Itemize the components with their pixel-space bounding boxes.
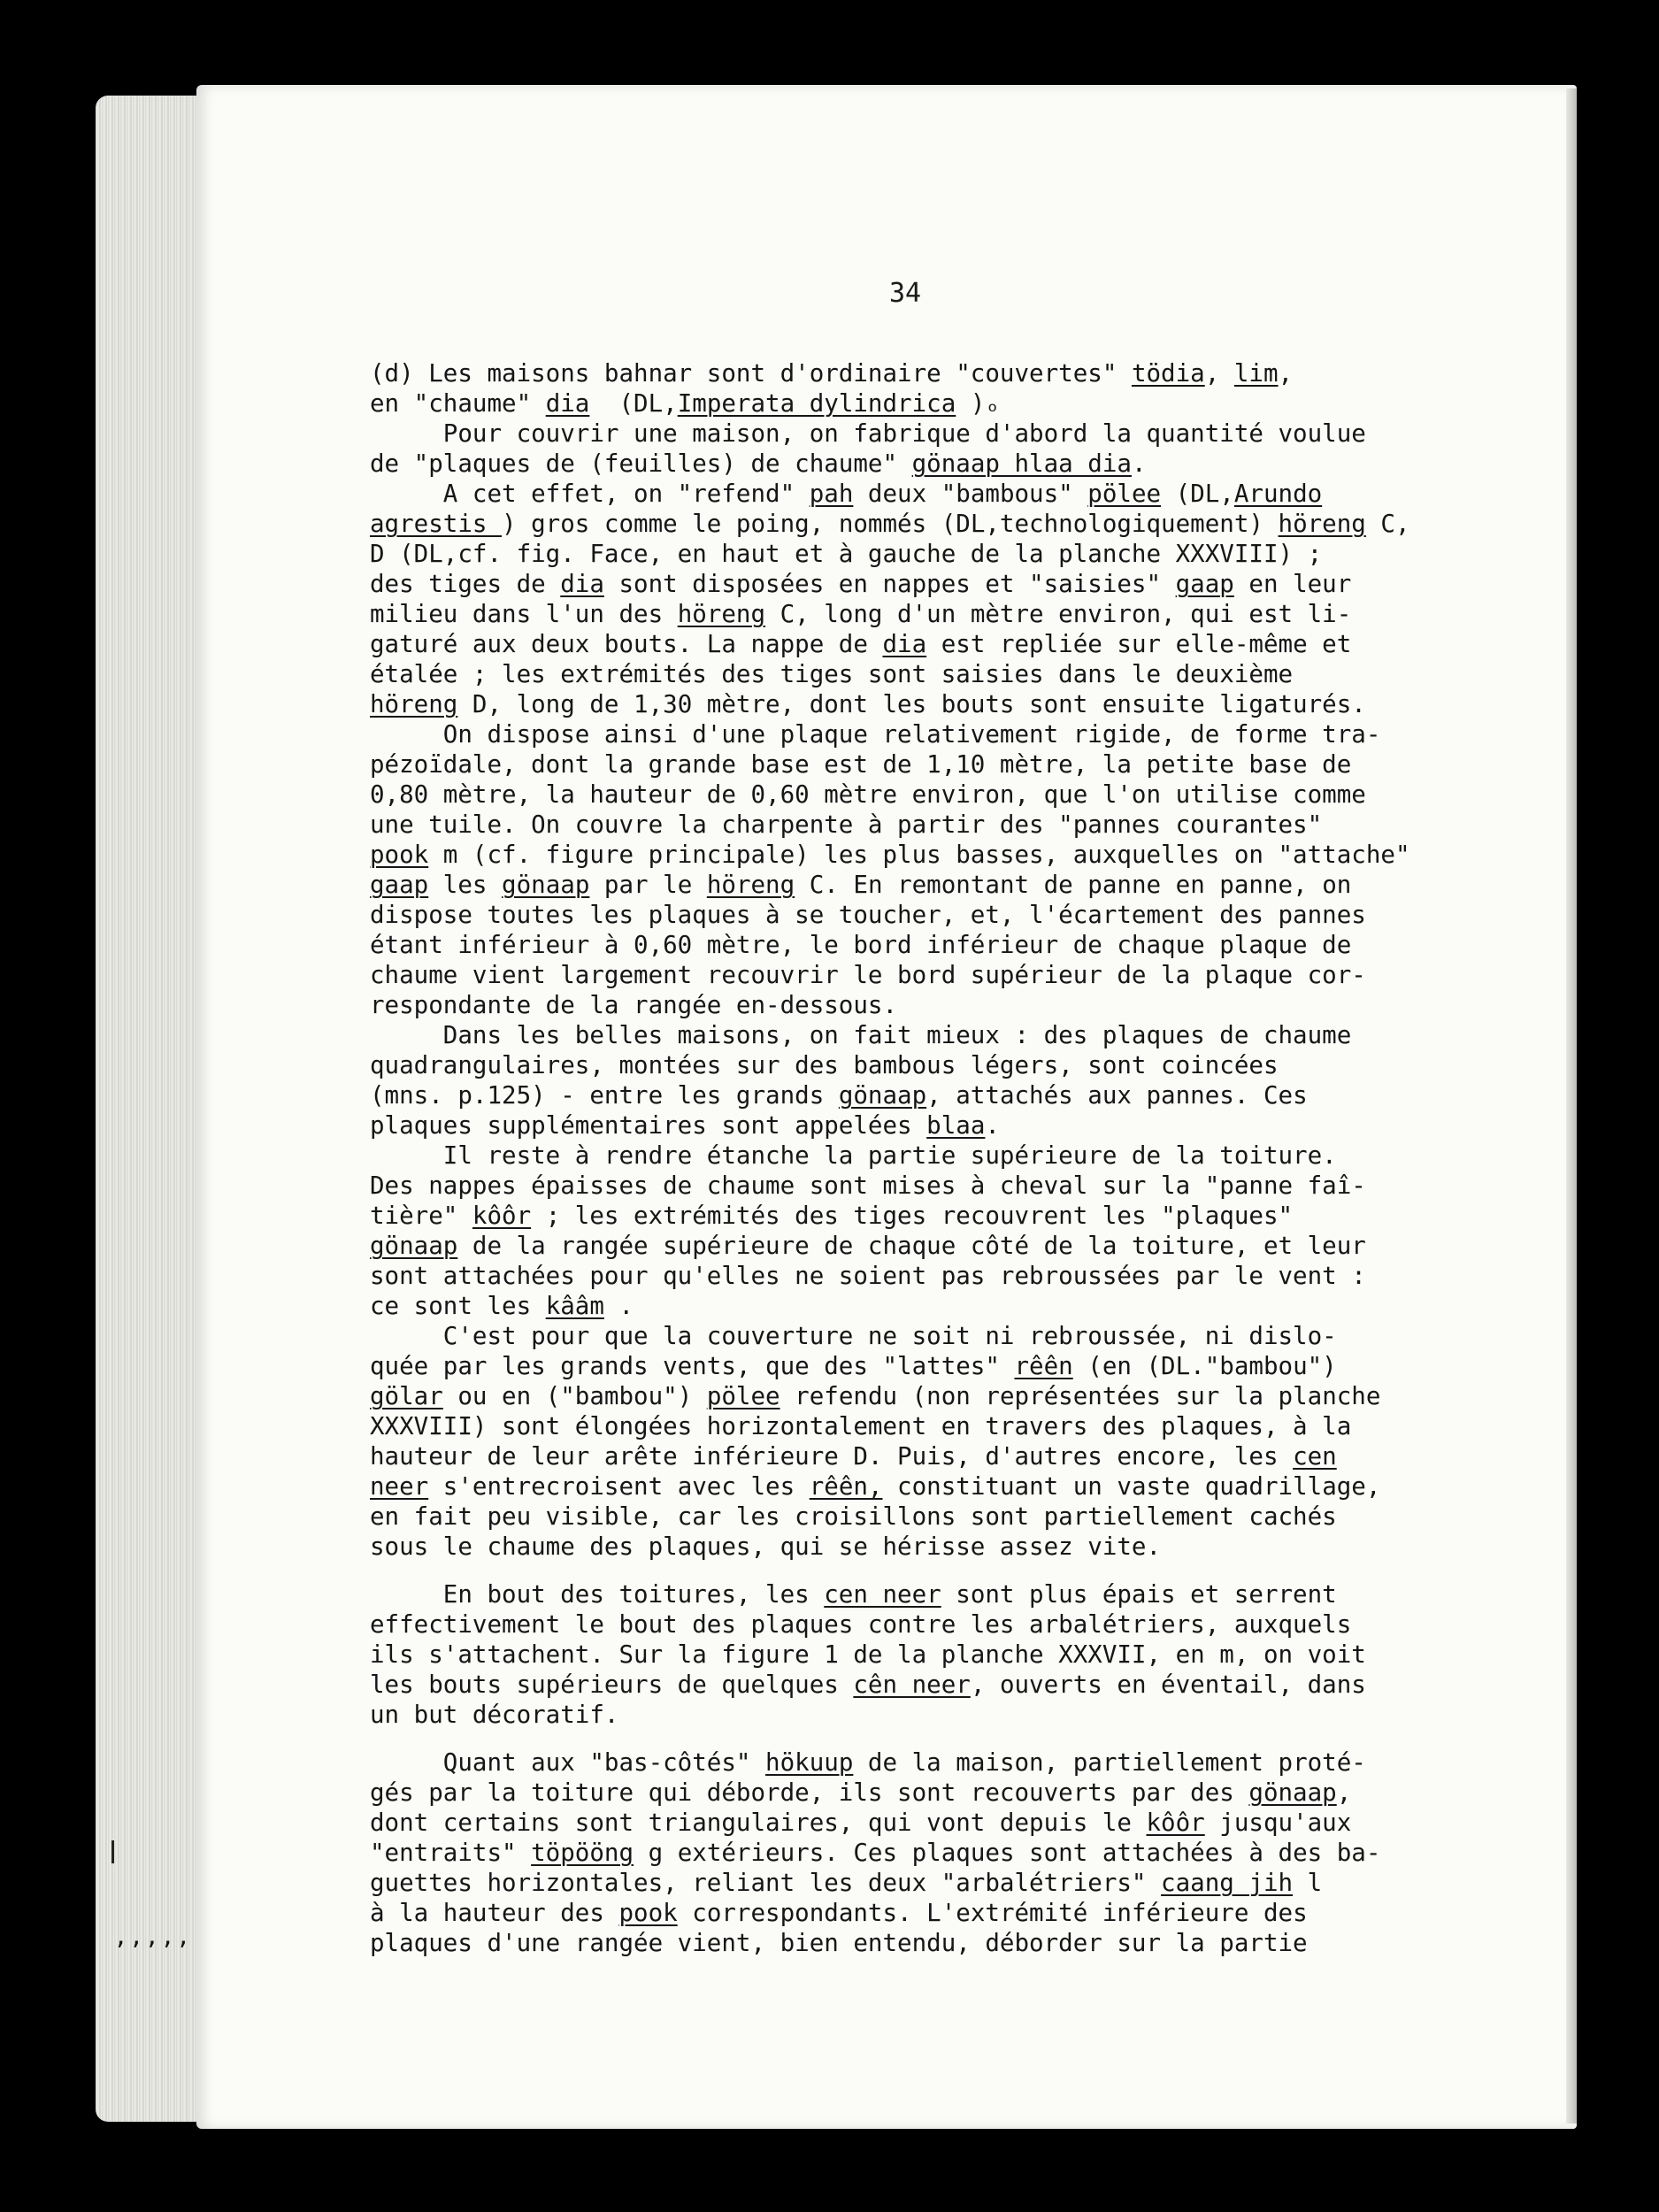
text-line: [370, 1261, 1507, 1291]
text-line: [370, 539, 1507, 569]
text-segment: ,: [1278, 359, 1294, 388]
text-line: [370, 599, 1507, 629]
text-line: [370, 1471, 1507, 1502]
underlined-term: höreng: [370, 690, 458, 718]
text-segment: C. En remontant de panne en panne, on: [795, 871, 1352, 899]
underlined-term: agrestis: [370, 510, 503, 538]
text-segment: 0,80 mètre, la hauteur de 0,60 mètre environ, que l'on utilise comme: [370, 780, 1366, 809]
margin-tick-mark: [111, 1840, 114, 1863]
text-line: [370, 1381, 1507, 1411]
text-line: [370, 1441, 1507, 1471]
text-line: [370, 1609, 1507, 1640]
text-segment: étalée ; les extrémités des tiges sont saisies dans le deuxième: [370, 660, 1294, 688]
text-segment: des tiges de: [370, 570, 561, 598]
text-segment: plaques d'une rangée vient, bien entendu, déborder sur la partie: [370, 1929, 1308, 1957]
text-segment: pézoïdale, dont la grande base est de 1,10 mètre, la petite base de: [370, 750, 1352, 779]
underlined-term: höreng: [677, 600, 766, 628]
text-line: [370, 1201, 1507, 1231]
text-line: [370, 870, 1507, 900]
text-segment: dont certains sont triangulaires, qui vont depuis le: [370, 1809, 1147, 1837]
underlined-term: dia: [882, 630, 927, 658]
text-line: [370, 449, 1507, 479]
text-segment: m (cf. figure principale) les plus basses, auxquelles on "attache": [428, 841, 1410, 869]
text-segment: XXXVIII) sont élongées horizontalement en travers des plaques, à la: [370, 1412, 1352, 1440]
text-segment: sont plus épais et serrent: [941, 1580, 1337, 1609]
underlined-term: kôôr: [1146, 1809, 1205, 1837]
underlined-term: lim: [1233, 359, 1279, 388]
underlined-term: tödia: [1131, 359, 1205, 388]
underlined-term: dia: [545, 389, 590, 418]
text-line: [370, 1579, 1507, 1609]
text-line: [370, 689, 1507, 719]
text-segment: l: [1293, 1869, 1323, 1897]
text-segment: C,: [1365, 510, 1410, 538]
text-line: [370, 479, 1507, 509]
text-line: [370, 810, 1507, 840]
text-segment: Dans les belles maisons, on fait mieux : des plaques de chaume: [370, 1021, 1352, 1049]
text-segment: de la rangée supérieure de chaque côté de la toiture, et leur: [457, 1232, 1366, 1260]
text-line: [370, 1351, 1507, 1381]
underlined-term: dia: [560, 570, 604, 598]
text-line: [370, 1141, 1507, 1171]
text-line: [370, 1532, 1507, 1562]
underlined-term: rêên,: [809, 1472, 883, 1501]
text-segment: g extérieurs. Ces plaques sont attachées à des ba-: [634, 1839, 1381, 1867]
text-segment: plaques supplémentaires sont appelées: [370, 1111, 927, 1140]
underlined-term: Imperata dylindrica: [677, 389, 956, 418]
underlined-term: rêên: [1014, 1352, 1073, 1380]
text-segment: gaturé aux deux bouts. La nappe de: [370, 630, 883, 658]
text-segment: .: [1131, 449, 1147, 478]
text-segment: guettes horizontales, reliant les deux "arbalétriers": [370, 1869, 1162, 1897]
text-line: [370, 900, 1507, 930]
text-segment: effectivement le bout des plaques contre les arbalétriers, auxquels: [370, 1610, 1352, 1639]
text-segment: en fait peu visible, car les croisillons sont partiellement cachés: [370, 1502, 1337, 1531]
text-line: [370, 1808, 1507, 1838]
text-segment: C'est pour que la couverture ne soit ni rebroussée, ni dislo-: [370, 1322, 1337, 1350]
underlined-term: cên neer: [853, 1671, 971, 1699]
text-segment: (d) Les maisons bahnar sont d'ordinaire "couvertes": [370, 359, 1132, 388]
text-segment: gés par la toiture qui déborde, ils sont recouverts par des: [370, 1778, 1249, 1807]
text-line: [370, 1868, 1507, 1898]
text-segment: Il reste à rendre étanche la partie supérieure de la toiture.: [370, 1141, 1337, 1170]
underlined-term: hökuup: [765, 1748, 854, 1777]
text-segment: A cet effet, on "refend": [370, 480, 810, 508]
text-line: [370, 990, 1507, 1020]
text-segment: jusqu'aux: [1204, 1809, 1352, 1837]
text-segment: , ouverts en éventail, dans: [970, 1671, 1366, 1699]
text-line: [370, 419, 1507, 449]
text-line: [370, 1291, 1507, 1321]
text-line: [370, 749, 1507, 780]
text-segment: (DL,: [1161, 480, 1234, 508]
text-line: [370, 1080, 1507, 1110]
underlined-term: pölee: [706, 1382, 780, 1410]
underlined-term: gaap: [1175, 570, 1234, 598]
text-segment: Pour couvrir une maison, on fabrique d'abord la quantité voulue: [370, 419, 1366, 448]
text-line: [370, 1110, 1507, 1141]
text-segment: (en (DL."bambou"): [1072, 1352, 1337, 1380]
underlined-term: neer: [370, 1472, 429, 1501]
text-line: [370, 1020, 1507, 1050]
text-segment: (mns. p.125) - entre les grands: [370, 1081, 839, 1110]
underlined-term: töpööng: [531, 1839, 634, 1867]
text-line: [370, 358, 1507, 388]
text-segment: s'entrecroisent avec les: [428, 1472, 810, 1501]
text-line: [370, 629, 1507, 659]
text-segment: .: [985, 1111, 1000, 1140]
underlined-term: pah: [809, 480, 854, 508]
text-line: [370, 1502, 1507, 1532]
text-segment: une tuile. On couvre la charpente à partir des "pannes courantes": [370, 810, 1323, 839]
text-segment: sont disposées en nappes et "saisies": [603, 570, 1176, 598]
text-segment: .: [603, 1292, 634, 1320]
underlined-term: gölar: [370, 1382, 443, 1410]
text-segment: D, long de 1,30 mètre, dont les bouts sont ensuite ligaturés.: [457, 690, 1366, 718]
underlined-term: gönaap hlaa dia: [911, 449, 1132, 478]
text-line: [370, 1231, 1507, 1261]
text-line: [370, 1778, 1507, 1808]
underlined-term: caang jih: [1161, 1869, 1294, 1897]
underlined-term: pook: [618, 1899, 678, 1927]
text-line: [370, 1670, 1507, 1700]
underlined-term: pölee: [1087, 480, 1162, 508]
text-line: [370, 780, 1507, 810]
text-segment: quadrangulaires, montées sur des bambous légers, sont coincées: [370, 1051, 1279, 1079]
text-line: [370, 1928, 1507, 1958]
text-segment: ) gros comme le poing, nommés (DL,technologiquement): [502, 510, 1279, 538]
text-line: [370, 930, 1507, 960]
page-right-edge: [1566, 88, 1577, 2124]
text-segment: (DL,: [589, 389, 678, 418]
text-line: [370, 1050, 1507, 1080]
underlined-term: höreng: [1278, 510, 1366, 538]
text-segment: constituant un vaste quadrillage,: [882, 1472, 1381, 1501]
text-line: [370, 1700, 1507, 1730]
underlined-term: gönaap: [502, 871, 590, 899]
text-segment: chaume vient largement recouvrir le bord supérieur de la plaque cor-: [370, 961, 1366, 989]
text-segment: deux "bambous": [853, 480, 1088, 508]
underlined-term: kââm: [545, 1292, 604, 1320]
text-segment: étant inférieur à 0,60 mètre, le bord inférieur de chaque plaque de: [370, 931, 1352, 959]
text-segment: Quant aux "bas-côtés": [370, 1748, 766, 1777]
text-segment: à la hauteur des: [370, 1899, 619, 1927]
text-line: [370, 1411, 1507, 1441]
page-number: 34: [889, 278, 922, 309]
underlined-term: kôôr: [472, 1202, 532, 1230]
text-line: [370, 1838, 1507, 1868]
text-segment: D (DL,cf. fig. Face, en haut et à gauche de la planche XXXVIII) ;: [370, 540, 1323, 568]
text-segment: , attachés aux pannes. Ces: [926, 1081, 1308, 1110]
text-segment: ,: [1204, 359, 1234, 388]
text-segment: Des nappes épaisses de chaume sont mises à cheval sur la "panne faî-: [370, 1171, 1366, 1200]
text-segment: ; les extrémités des tiges recouvrent les "plaques": [531, 1202, 1294, 1230]
text-line: [370, 659, 1507, 689]
underlined-term: pook: [370, 841, 429, 869]
text-line: [370, 388, 1507, 419]
text-segment: correspondants. L'extrémité inférieure des: [677, 1899, 1308, 1927]
underlined-term: cen: [1293, 1442, 1337, 1471]
text-segment: respondante de la rangée en-dessous.: [370, 991, 898, 1019]
text-line: [370, 1898, 1507, 1928]
underlined-term: cen neer: [824, 1580, 941, 1609]
paragraph-gap: [370, 1562, 1507, 1579]
text-line: [370, 719, 1507, 749]
text-segment: ce sont les: [370, 1292, 546, 1320]
underlined-term: blaa: [926, 1111, 986, 1140]
margin-marks: ’’’’’: [113, 1938, 192, 1964]
text-segment: ,: [1336, 1778, 1352, 1807]
document-body: [370, 358, 1507, 1958]
text-segment: un but décoratif.: [370, 1701, 619, 1729]
text-segment: "entraits": [370, 1839, 532, 1867]
underlined-term: gaap: [370, 871, 429, 899]
text-segment: milieu dans l'un des: [370, 600, 678, 628]
text-segment: On dispose ainsi d'une plaque relativement rigide, de forme tra-: [370, 720, 1381, 749]
text-segment: dispose toutes les plaques à se toucher, et, l'écartement des pannes: [370, 901, 1366, 929]
text-segment: C, long d'un mètre environ, qui est li-: [765, 600, 1352, 628]
text-segment: les bouts supérieurs de quelques: [370, 1671, 854, 1699]
text-segment: tière": [370, 1202, 472, 1230]
text-segment: par le: [589, 871, 707, 899]
text-line: [370, 509, 1507, 539]
text-segment: )ₒ: [956, 389, 1000, 418]
text-segment: hauteur de leur arête inférieure D. Puis, d'autres encore, les: [370, 1442, 1294, 1471]
text-segment: sous le chaume des plaques, qui se hérisse assez vite.: [370, 1532, 1162, 1561]
text-segment: en leur: [1233, 570, 1352, 598]
text-segment: de la maison, partiellement proté-: [853, 1748, 1366, 1777]
text-line: [370, 1171, 1507, 1201]
text-line: [370, 569, 1507, 599]
text-line: [370, 1321, 1507, 1351]
text-segment: est repliée sur elle-même et: [926, 630, 1352, 658]
text-segment: En bout des toitures, les: [370, 1580, 825, 1609]
text-line: [370, 1747, 1507, 1778]
page-stack-edges: [96, 96, 211, 2122]
text-segment: ils s'attachent. Sur la figure 1 de la planche XXXVII, en m, on voit: [370, 1640, 1366, 1669]
text-line: [370, 1640, 1507, 1670]
text-segment: ou en ("bambou"): [442, 1382, 707, 1410]
text-segment: en "chaume": [370, 389, 546, 418]
underlined-term: höreng: [706, 871, 795, 899]
underlined-term: gönaap: [1248, 1778, 1337, 1807]
text-segment: quée par les grands vents, que des "lattes": [370, 1352, 1015, 1380]
text-segment: de "plaques de (feuilles) de chaume": [370, 449, 912, 478]
underlined-term: Arundo: [1233, 480, 1323, 508]
underlined-term: gönaap: [370, 1232, 458, 1260]
paragraph-gap: [370, 1730, 1507, 1747]
text-line: [370, 960, 1507, 990]
text-segment: refendu (non représentées sur la planche: [780, 1382, 1381, 1410]
text-segment: les: [428, 871, 503, 899]
text-line: [370, 840, 1507, 870]
underlined-term: gönaap: [838, 1081, 927, 1110]
text-segment: sont attachées pour qu'elles ne soient pas rebroussées par le vent :: [370, 1262, 1366, 1290]
